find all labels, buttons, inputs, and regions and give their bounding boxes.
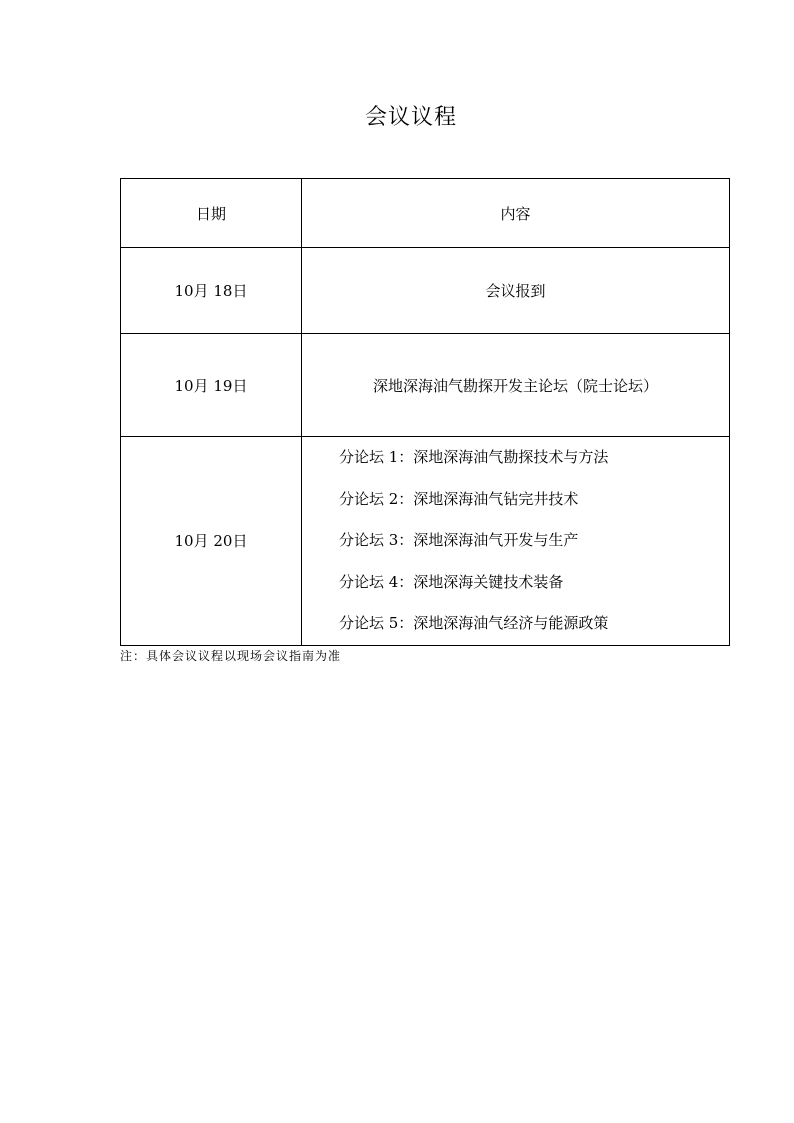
page-title: 会议议程 [364, 105, 457, 130]
content-cell [302, 437, 730, 646]
header-date: 日期 [121, 179, 302, 248]
sub-forum-item: 分论坛 2：深地深海油气钻完井技术 [339, 489, 579, 508]
sub-forum-item: 分论坛 4：深地深海关键技术装备 [339, 572, 564, 591]
date-cell: 10月 19日 [121, 334, 302, 437]
agenda-table [120, 178, 730, 646]
sub-forum-item: 分论坛 5：深地深海油气经济与能源政策 [339, 614, 609, 632]
table-row [121, 437, 730, 646]
content-cell: 深地深海油气勘探开发主论坛（院士论坛） [302, 334, 730, 437]
sub-forum-item: 分论坛 3：深地深海油气开发与生产 [339, 531, 579, 549]
header-content: 内容 [302, 179, 730, 248]
sub-forum-list [302, 437, 729, 645]
date-cell: 10月 18日 [121, 248, 302, 334]
table-header-row [121, 179, 730, 248]
table-row [121, 334, 730, 437]
sub-forum-item: 分论坛 1：深地深海油气勘探技术与方法 [339, 448, 609, 466]
table-row [121, 248, 730, 334]
footnote: 注：具体会议议程以现场会议指南为准 [120, 649, 342, 663]
date-cell: 10月 20日 [121, 437, 302, 646]
content-cell: 会议报到 [302, 248, 730, 334]
